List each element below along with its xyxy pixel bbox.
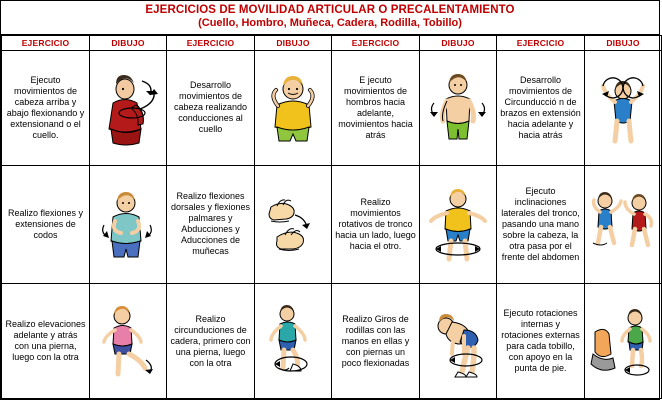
- header-ejercicio-3: EJERCICIO: [332, 36, 420, 51]
- ankle-rotation-figure: [585, 302, 661, 380]
- title-line-2: (Cuello, Hombro, Muñeca, Cadera, Rodilla, Tobillo): [198, 17, 462, 29]
- exercise-text: Desarrollo movimientos de Circunducció n de brazos en extensión hacia adelante y hacia atrás: [497, 51, 585, 166]
- header-dibujo-3: DIBUJO: [420, 36, 497, 51]
- exercise-drawing: [585, 284, 662, 399]
- exercise-text: Realizo flexiones y extensiones de codos: [2, 165, 90, 284]
- hip-circumduction-figure: [255, 302, 331, 380]
- exercise-text: E jecuto movimientos de hombros hacia adelante, movimientos hacia atrás: [332, 51, 420, 166]
- exercise-text: Realizo Giros de rodillas con las manos en ellas y con piernas un poco flexionadas: [332, 284, 420, 399]
- exercise-drawing: [585, 51, 662, 166]
- exercise-text: Ejecuto inclinaciones laterales del tronco, pasando una mano sobre la cabeza, la otra pasa por el frente del abdomen: [497, 165, 585, 284]
- knee-rotation-figure: [420, 302, 496, 380]
- lateral-trunk-bend-figure: [585, 185, 661, 263]
- exercise-drawing: [90, 165, 167, 284]
- exercise-drawing: [255, 284, 332, 399]
- exercise-text: Realizo circunduciones de cadera, primero con una pierna, luego con la otra: [167, 284, 255, 399]
- arm-circumduction-figure: [585, 69, 661, 147]
- exercise-text: Realizo movimientos rotativos de tronco hacia un lado, luego hacia el otro.: [332, 165, 420, 284]
- exercise-text: Desarrollo movimientos de cabeza realizando conducciones al cuello: [167, 51, 255, 166]
- leg-raise-figure: [90, 302, 166, 380]
- exercise-drawing: [420, 284, 497, 399]
- header-dibujo-4: DIBUJO: [585, 36, 662, 51]
- exercise-drawing: [90, 284, 167, 399]
- wrist-hands-figure: [255, 185, 331, 263]
- exercise-text: Ejecuto movimientos de cabeza arriba y abajo flexionando y extensionand o el cuello.: [2, 51, 90, 166]
- table-row: [2, 284, 662, 399]
- exercise-drawing: [585, 165, 662, 284]
- exercise-text: Ejecuto rotaciones internas y rotaciones externas para cada tobillo, con apoyo en la punta de pie.: [497, 284, 585, 399]
- shoulder-movement-figure: [420, 69, 496, 147]
- header-ejercicio-1: EJERCICIO: [2, 36, 90, 51]
- exercise-text: Realizo flexiones dorsales y flexiones palmares y Abducciones y Aducciones de muñecas: [167, 165, 255, 284]
- page-title: [1, 1, 659, 35]
- header-dibujo-1: DIBUJO: [90, 36, 167, 51]
- table-header-row: [2, 36, 662, 51]
- neck-circumduction-figure: [255, 69, 331, 147]
- header-ejercicio-2: EJERCICIO: [167, 36, 255, 51]
- exercise-table: [1, 35, 662, 399]
- header-dibujo-2: DIBUJO: [255, 36, 332, 51]
- exercise-drawing: [420, 165, 497, 284]
- table-row: [2, 165, 662, 284]
- exercise-drawing: [255, 165, 332, 284]
- exercise-drawing: [90, 51, 167, 166]
- elbow-flexion-extension-figure: [90, 185, 166, 263]
- exercise-drawing: [255, 51, 332, 166]
- trunk-rotation-figure: [420, 185, 496, 263]
- table-row: [2, 51, 662, 166]
- header-ejercicio-4: EJERCICIO: [497, 36, 585, 51]
- exercise-text: Realizo elevaciones adelante y atrás con una pierna, luego con la otra: [2, 284, 90, 399]
- title-line-1: EJERCICIOS DE MOVILIDAD ARTICULAR O PRECALENTAMIENTO: [145, 4, 515, 16]
- exercise-drawing: [420, 51, 497, 166]
- neck-flexion-extension-figure: [90, 69, 166, 147]
